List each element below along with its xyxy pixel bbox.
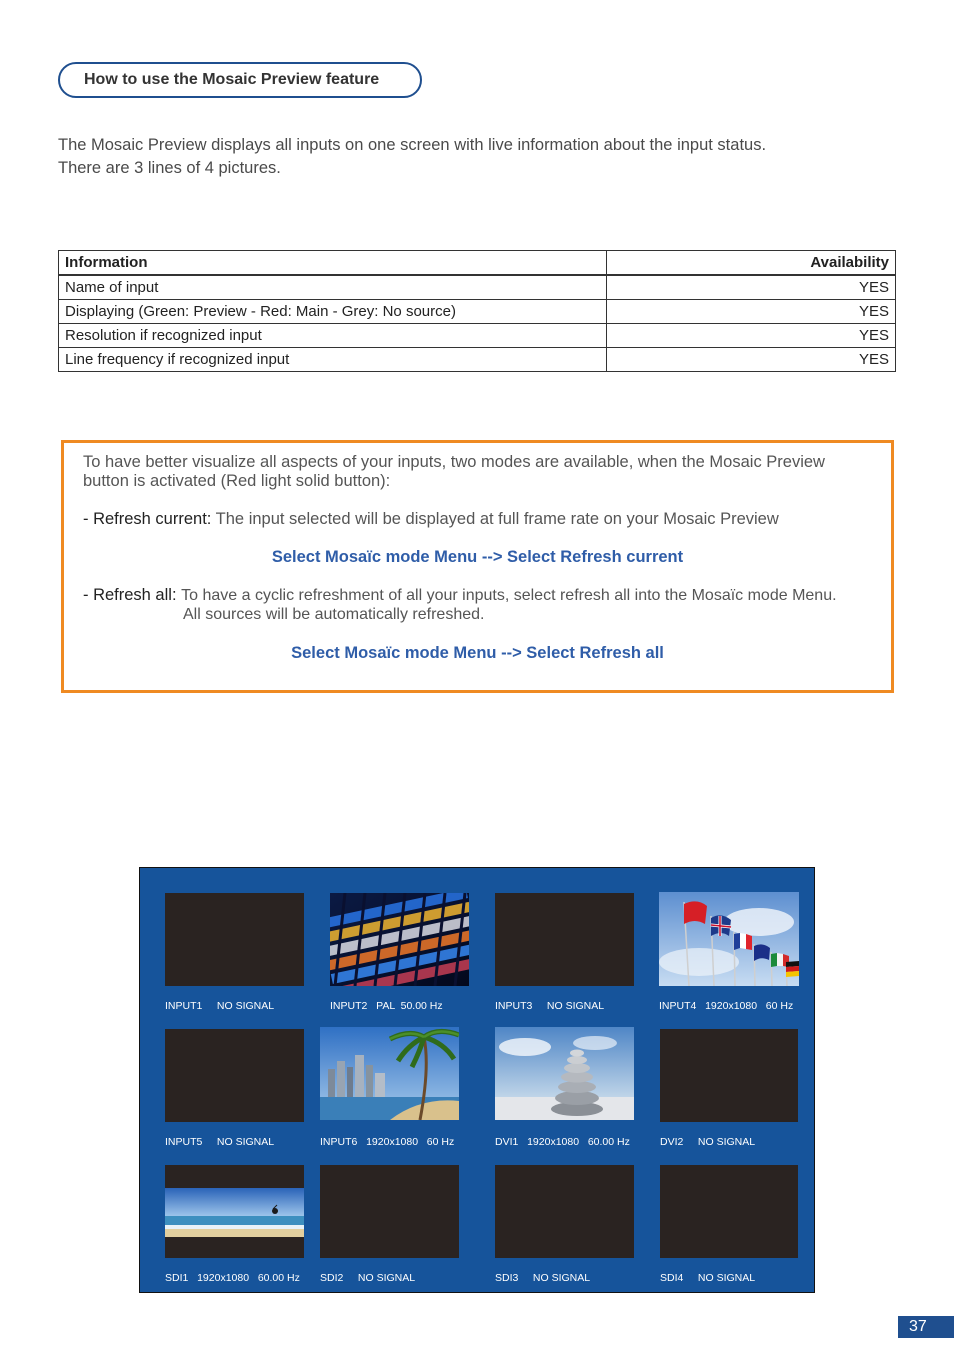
table-cell: Line frequency if recognized input xyxy=(59,348,607,372)
refresh-all-text: To have a cyclic refreshment of all your inputs, select refresh all into the Mosaïc mode Menu. xyxy=(181,587,837,604)
beach-image xyxy=(165,1165,304,1258)
note-line-1: To have better visualize all aspects of your inputs, two modes are available, when the Mosaic Preview xyxy=(83,453,825,471)
mosaic-tile-input5 xyxy=(165,1029,304,1122)
table-cell: YES xyxy=(607,348,896,372)
table-row xyxy=(59,300,896,324)
refresh-current-instruction: Select Mosaïc mode Menu --> Select Refresh current xyxy=(271,548,684,566)
table-row xyxy=(59,275,896,300)
page-number: 37 xyxy=(898,1316,954,1338)
mosaic-tile-sdi2 xyxy=(320,1165,459,1258)
mosaic-tile-dvi2 xyxy=(660,1029,798,1122)
table-cell: Name of input xyxy=(59,275,607,300)
refresh-current-text: The input selected will be displayed at full frame rate on your Mosaic Preview xyxy=(215,510,779,528)
refresh-modes-note xyxy=(61,440,894,693)
mosaic-tile-sdi3 xyxy=(495,1165,634,1258)
mosaic-tile-sdi1 xyxy=(165,1165,304,1258)
mosaic-caption: INPUT5 NO SIGNAL xyxy=(165,1136,275,1148)
table-cell: YES xyxy=(607,324,896,348)
mosaic-caption: SDI1 1920x1080 60.00 Hz xyxy=(165,1272,300,1284)
mosaic-caption: INPUT1 NO SIGNAL xyxy=(165,1000,275,1012)
mosaic-tile-input6 xyxy=(320,1027,459,1120)
mosaic-tile-input3 xyxy=(495,893,634,986)
mosaic-caption: INPUT3 NO SIGNAL xyxy=(495,1000,605,1012)
table-header-information: Information xyxy=(59,251,607,276)
information-table xyxy=(58,250,896,372)
table-header-availability: Availability xyxy=(607,251,896,276)
table-row xyxy=(59,324,896,348)
table-header-row xyxy=(59,251,896,276)
table-cell: YES xyxy=(607,275,896,300)
table-row xyxy=(59,348,896,372)
refresh-current-paragraph xyxy=(83,510,779,529)
section-heading-text: How to use the Mosaic Preview feature xyxy=(84,71,380,88)
mosaic-preview-screen xyxy=(139,867,815,1293)
mosaic-caption: INPUT2 PAL 50.00 Hz xyxy=(330,1000,443,1012)
mosaic-caption: SDI3 NO SIGNAL xyxy=(495,1272,591,1284)
intro-text xyxy=(58,134,766,180)
console-buttons-image xyxy=(330,893,469,986)
mosaic-caption: INPUT4 1920x1080 60 Hz xyxy=(659,1000,794,1012)
refresh-current-label: - Refresh current: xyxy=(83,510,212,528)
section-heading xyxy=(58,62,422,98)
stacked-stones-image xyxy=(495,1027,634,1120)
mosaic-caption: INPUT6 1920x1080 60 Hz xyxy=(320,1136,455,1148)
intro-line-1: The Mosaic Preview displays all inputs on one screen with live information about the input status. xyxy=(58,136,767,154)
note-line-2: button is activated (Red light solid button): xyxy=(83,472,391,490)
refresh-all-text-2: All sources will be automatically refreshed. xyxy=(183,606,485,623)
table-cell: Displaying (Green: Preview - Red: Main - Grey: No source) xyxy=(59,300,607,324)
mosaic-caption: DVI2 NO SIGNAL xyxy=(660,1136,756,1148)
refresh-all-paragraph xyxy=(83,586,837,605)
intro-line-2: There are 3 lines of 4 pictures. xyxy=(58,159,281,177)
mosaic-tile-input4 xyxy=(659,892,799,986)
mosaic-tile-input1 xyxy=(165,893,304,986)
mosaic-tile-dvi1 xyxy=(495,1027,634,1120)
mosaic-caption: DVI1 1920x1080 60.00 Hz xyxy=(495,1136,630,1148)
table-cell: YES xyxy=(607,300,896,324)
mosaic-tile-sdi4 xyxy=(660,1165,798,1258)
mosaic-caption: SDI4 NO SIGNAL xyxy=(660,1272,756,1284)
table-cell: Resolution if recognized input xyxy=(59,324,607,348)
flags-image xyxy=(659,892,799,986)
mosaic-caption: SDI2 NO SIGNAL xyxy=(320,1272,416,1284)
mosaic-tile-input2 xyxy=(330,893,469,986)
refresh-all-label: - Refresh all: xyxy=(83,586,177,604)
tropical-city-image xyxy=(320,1027,459,1120)
refresh-all-instruction: Select Mosaïc mode Menu --> Select Refresh all xyxy=(291,644,664,662)
